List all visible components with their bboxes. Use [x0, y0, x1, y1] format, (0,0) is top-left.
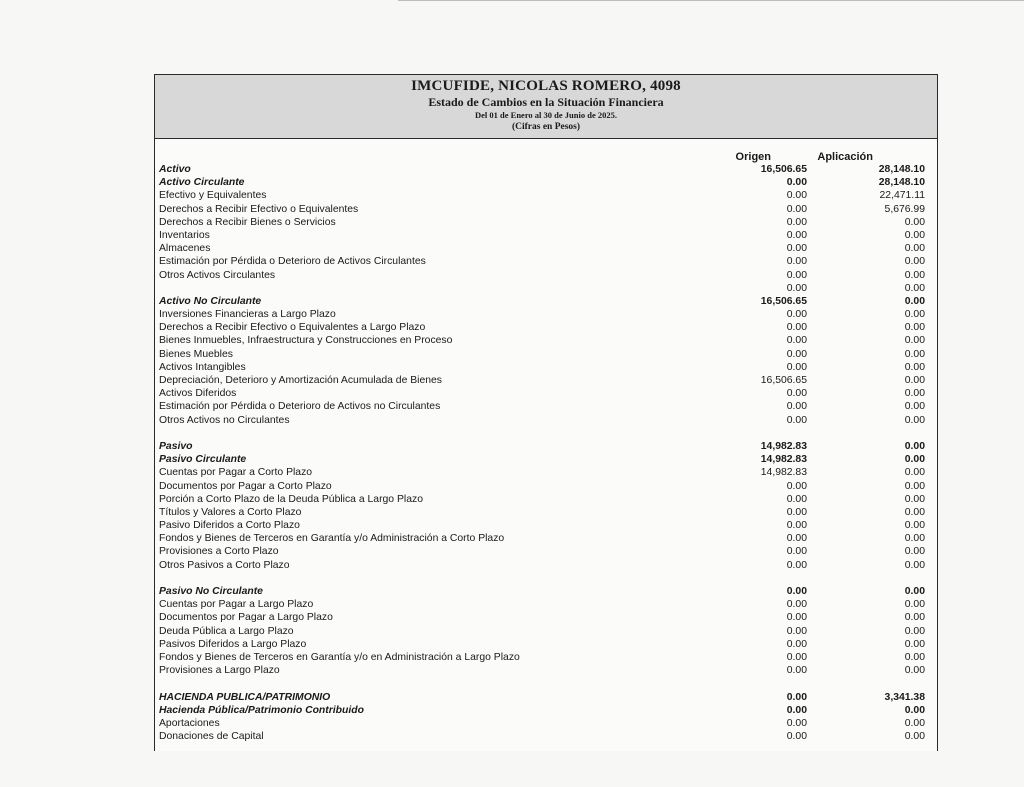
row-label: Bienes Inmuebles, Infraestructura y Construcciones en Proceso	[159, 335, 453, 347]
origen-value: 0.00	[786, 388, 807, 400]
row-label: Títulos y Valores a Corto Plazo	[159, 506, 302, 518]
origen-value: 16,506.65	[760, 375, 807, 386]
row-label: Pasivo No Circulante	[159, 586, 263, 597]
table-row	[155, 348, 937, 361]
origen-value: 0.00	[786, 216, 807, 228]
row-label: Hacienda Pública/Patrimonio Contribuido	[159, 704, 364, 716]
aplicacion-value: 0.00	[904, 375, 925, 386]
origen-value: 14,982.83	[760, 440, 807, 452]
origen-value: 0.00	[786, 651, 807, 663]
origen-value: 0.00	[786, 533, 807, 545]
origen-value: 0.00	[786, 177, 807, 189]
table-row	[155, 691, 937, 704]
origen-value: 0.00	[786, 599, 807, 611]
aplicacion-value: 0.00	[904, 361, 925, 373]
row-label: Depreciación, Deterioro y Amortización Acumulada de Bienes	[159, 375, 443, 386]
origen-value: 0.00	[786, 335, 807, 347]
entity-name: IMCUFIDE, NICOLAS ROMERO, 4098	[411, 78, 681, 94]
column-headers	[155, 139, 937, 163]
origen-value: 0.00	[786, 704, 807, 716]
row-label: Inversiones Financieras a Largo Plazo	[159, 309, 336, 321]
table-row	[155, 374, 937, 387]
table-row	[155, 216, 937, 229]
table-row	[155, 585, 937, 598]
row-label: Inventarios	[159, 229, 210, 241]
origen-value: 0.00	[786, 717, 807, 729]
origen-value: 0.00	[786, 243, 807, 255]
row-label: Bienes Muebles	[159, 348, 233, 360]
aplicacion-value: 0.00	[904, 546, 925, 558]
aplicacion-value: 0.00	[904, 625, 925, 637]
aplicacion-value: 0.00	[904, 322, 925, 334]
origen-value: 16,506.65	[760, 164, 807, 175]
row-label: Cuentas por Pagar a Corto Plazo	[159, 467, 313, 479]
aplicacion-value: 0.00	[904, 348, 925, 360]
origen-value: 0.00	[786, 309, 807, 321]
table-row	[155, 282, 937, 295]
table-row	[155, 493, 937, 506]
table-row	[155, 506, 937, 519]
origen-value: 0.00	[786, 229, 807, 241]
row-label: Provisiones a Corto Plazo	[159, 546, 279, 558]
origen-value: 0.00	[786, 361, 807, 373]
aplicacion-value: 28,148.10	[878, 177, 925, 189]
row-label: Cuentas por Pagar a Largo Plazo	[159, 599, 314, 611]
table-row	[155, 453, 937, 466]
table-row	[155, 295, 937, 308]
aplicacion-value: 0.00	[904, 282, 925, 294]
table-row	[155, 559, 937, 572]
table-row	[155, 440, 937, 453]
aplicacion-value: 0.00	[904, 440, 925, 452]
row-label: Pasivo	[159, 440, 193, 452]
row-label: Efectivo y Equivalentes	[159, 190, 267, 202]
row-label: Pasivos Diferidos a Largo Plazo	[159, 638, 307, 650]
origen-value: 0.00	[786, 401, 807, 413]
origen-value: 0.00	[786, 480, 807, 492]
table-row	[155, 269, 937, 282]
row-label: Activo No Circulante	[159, 295, 262, 307]
statement-rows	[155, 163, 937, 743]
origen-value: 14,982.83	[760, 454, 807, 466]
aplicacion-value: 0.00	[904, 243, 925, 255]
column-origen: Origen	[735, 151, 771, 163]
row-label: Estimación por Pérdida o Deterioro de Activos Circulantes	[159, 256, 426, 268]
aplicacion-value: 5,676.99	[884, 203, 925, 215]
table-row	[155, 480, 937, 493]
row-label: Provisiones a Largo Plazo	[159, 665, 280, 677]
table-row	[155, 163, 937, 176]
aplicacion-value: 0.00	[904, 533, 925, 545]
table-row	[155, 519, 937, 532]
aplicacion-value: 0.00	[904, 229, 925, 241]
origen-value: 0.00	[786, 638, 807, 650]
aplicacion-value: 0.00	[904, 717, 925, 729]
origen-value: 0.00	[786, 269, 807, 281]
row-label: Derechos a Recibir Bienes o Servicios	[159, 216, 336, 228]
table-row	[155, 308, 937, 321]
table-row	[155, 387, 937, 400]
aplicacion-value: 0.00	[904, 559, 925, 571]
aplicacion-value: 0.00	[904, 335, 925, 347]
column-aplicacion: Aplicación	[817, 151, 873, 163]
spacer-row	[155, 677, 937, 690]
origen-value: 0.00	[786, 520, 807, 532]
table-row	[155, 361, 937, 374]
aplicacion-value: 0.00	[904, 454, 925, 466]
origen-value: 0.00	[786, 612, 807, 624]
statement-header	[155, 75, 937, 139]
aplicacion-value: 0.00	[904, 216, 925, 228]
row-label: Porción a Corto Plazo de la Deuda Pública a Largo Plazo	[159, 493, 423, 505]
table-row	[155, 176, 937, 189]
table-row	[155, 255, 937, 268]
row-label: Activo Circulante	[159, 177, 245, 189]
origen-value: 0.00	[786, 625, 807, 637]
origen-value: 0.00	[786, 190, 807, 202]
financial-statement	[154, 74, 938, 751]
origen-value: 0.00	[786, 414, 807, 426]
table-row	[155, 664, 937, 677]
aplicacion-value: 0.00	[904, 309, 925, 321]
aplicacion-value: 0.00	[904, 665, 925, 677]
row-label: Estimación por Pérdida o Deterioro de Activos no Circulantes	[159, 401, 441, 413]
origen-value: 0.00	[786, 731, 807, 743]
table-row	[155, 611, 937, 624]
origen-value: 0.00	[786, 506, 807, 518]
origen-value: 0.00	[786, 665, 807, 677]
row-label: Fondos y Bienes de Terceros en Garantía y/o Administración a Corto Plazo	[159, 533, 505, 545]
aplicacion-value: 0.00	[904, 480, 925, 492]
origen-value: 0.00	[786, 256, 807, 268]
table-row	[155, 242, 937, 255]
origen-value: 0.00	[786, 203, 807, 215]
table-row	[155, 704, 937, 717]
table-row	[155, 229, 937, 242]
table-row	[155, 203, 937, 216]
table-row	[155, 651, 937, 664]
aplicacion-value: 0.00	[904, 612, 925, 624]
aplicacion-value: 0.00	[904, 638, 925, 650]
origen-value: 0.00	[786, 322, 807, 334]
origen-value: 0.00	[786, 348, 807, 360]
row-label: Activos Diferidos	[159, 388, 237, 400]
table-row	[155, 598, 937, 611]
aplicacion-value: 0.00	[904, 269, 925, 281]
aplicacion-value: 0.00	[904, 506, 925, 518]
origen-value: 0.00	[786, 282, 807, 294]
aplicacion-value: 0.00	[904, 704, 925, 716]
table-row	[155, 532, 937, 545]
table-row	[155, 321, 937, 334]
statement-title: Estado de Cambios en la Situación Financiera	[428, 95, 664, 109]
aplicacion-value: 0.00	[904, 401, 925, 413]
origen-value: 0.00	[786, 546, 807, 558]
row-label: Pasivo Diferidos a Corto Plazo	[159, 520, 300, 532]
row-label: Activos Intangibles	[159, 361, 246, 373]
aplicacion-value: 0.00	[904, 414, 925, 426]
table-row	[155, 414, 937, 427]
row-label: Aportaciones	[159, 717, 220, 729]
aplicacion-value: 0.00	[904, 731, 925, 743]
spacer-row	[155, 427, 937, 440]
aplicacion-value: 22,471.11	[879, 190, 925, 202]
row-label: Derechos a Recibir Efectivo o Equivalentes a Largo Plazo	[159, 322, 426, 334]
origen-value: 16,506.65	[760, 295, 807, 307]
row-label: Otros Activos Circulantes	[159, 269, 276, 281]
table-row	[155, 466, 937, 479]
row-label: Otros Activos no Circulantes	[159, 414, 290, 426]
statement-period: Del 01 de Enero al 30 de Junio de 2025.	[475, 110, 617, 120]
row-label: Pasivo Circulante	[159, 454, 247, 466]
aplicacion-value: 0.00	[904, 256, 925, 268]
aplicacion-value: 3,341.38	[884, 691, 925, 703]
row-label: Almacenes	[159, 243, 211, 255]
origen-value: 14,982.83	[760, 467, 807, 479]
aplicacion-value: 0.00	[904, 520, 925, 532]
row-label: Activo	[159, 164, 191, 175]
table-row	[155, 545, 937, 558]
origen-value: 0.00	[786, 559, 807, 571]
aplicacion-value: 0.00	[904, 651, 925, 663]
aplicacion-value: 0.00	[904, 467, 925, 479]
spacer-row	[155, 572, 937, 585]
row-label: Otros Pasivos a Corto Plazo	[159, 559, 290, 571]
row-label: Donaciones de Capital	[159, 731, 264, 743]
aplicacion-value: 28,148.10	[878, 164, 925, 175]
row-label: Deuda Pública a Largo Plazo	[159, 625, 294, 637]
row-label: Documentos por Pagar a Corto Plazo	[159, 480, 332, 492]
origen-value: 0.00	[786, 586, 807, 597]
table-row	[155, 400, 937, 413]
origen-value: 0.00	[786, 493, 807, 505]
aplicacion-value: 0.00	[904, 493, 925, 505]
row-label: Documentos por Pagar a Largo Plazo	[159, 612, 333, 624]
row-label: HACIENDA PUBLICA/PATRIMONIO	[159, 691, 331, 703]
origen-value: 0.00	[786, 691, 807, 703]
row-label: Fondos y Bienes de Terceros en Garantía y/o en Administración a Largo Plazo	[159, 651, 520, 663]
scan-edge-line	[398, 0, 1024, 1]
table-row	[155, 189, 937, 202]
table-row	[155, 730, 937, 743]
row-label: Derechos a Recibir Efectivo o Equivalentes	[159, 203, 359, 215]
aplicacion-value: 0.00	[904, 599, 925, 611]
statement-units: (Cifras en Pesos)	[511, 122, 581, 132]
aplicacion-value: 0.00	[904, 388, 925, 400]
table-row	[155, 334, 937, 347]
table-row	[155, 625, 937, 638]
aplicacion-value: 0.00	[904, 586, 925, 597]
table-row	[155, 717, 937, 730]
aplicacion-value: 0.00	[904, 295, 925, 307]
table-row	[155, 638, 937, 651]
